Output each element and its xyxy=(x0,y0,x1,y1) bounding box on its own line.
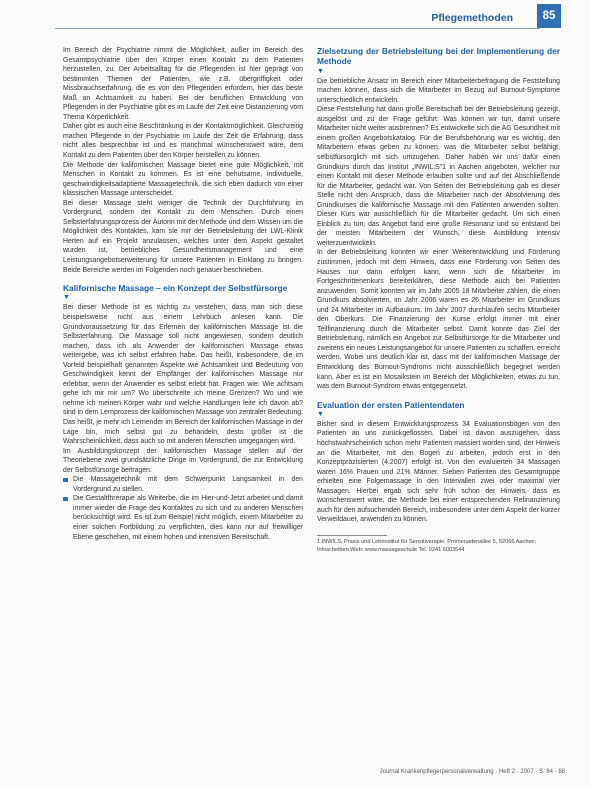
page-number: 85 xyxy=(537,4,561,28)
right-column xyxy=(317,46,560,554)
footnote: 1 INWILS, Praxis und Lehrinstitut für Sensitiverapie, Promenadenallee 5, 52066 Aachen; Infoscheiben Web: www.massageschule Tel. 0241 6003544 xyxy=(317,538,537,553)
section-heading: Kalifornische Massage – ein Konzept der Selbstfürsorge xyxy=(63,283,288,294)
bullet-list xyxy=(63,475,303,542)
list-item xyxy=(63,475,303,494)
spacer xyxy=(317,392,560,400)
body-paragraph: Die Methode der kalifornischen Massage bietet eine gute Möglichkeit, mit Menschen in Kontakt zu kommen. Es ist eine behutsame, individuelle, geschwindigkeitsadaptierte Massagetechnik, die sich eben dadurch von einer klassischen Massage unterscheidet. xyxy=(63,161,303,198)
body-paragraph: Diese Feststellung hat dann große Bereitschaft bei der Betriebsleitung gezeigt, ausgelöst und zu der Frage geführt: Was können wir tun, damit unsere Mitarbeiter nicht weiter ausbrennen? Es entwickelte sich die AG Gesundheit mit einem großen Angebotskatalog. Für die Berufsbehörung war es wichtig, den Mitarbeitern etwas geben zu können, was die Mitarbeiter selbst befähigt, selbstfürsorglich mit sich umzugehen. Daher haben wir uns dafür einen Grundkurs durch das Institut „INWIL.S"1 in Aachen angeboten, welcher nur einen Kontakt mit dieser Methode erlauben sollte und auf der Abschließende für die Mitarbeiter, gedacht war. Von Seiten der Betriebsleitung gab es dieser Stelle nicht den Anspruch, dass die Mitarbeiter nach der Absolvierung des Grundkurses die kalifornische Massage mit den Patienten anwenden sollten. Dieser Kurs war ausschließlich für die Mitarbeiter gedacht. Um sich einen Einblick zu tun, das Angebot fand eine große Resonanz und so entstand bei der meisten Mitarbeitern der Wunsch, diese Ausbildung intensiv weiterzuentwickeln. xyxy=(317,106,560,247)
section-label: Pflegemethoden xyxy=(431,12,513,24)
section-heading: Evaluation der ersten Patientendaten xyxy=(317,399,465,410)
footnote-rule xyxy=(317,535,387,536)
list-item-text: Die Massagetechnik mit dem Schwerpunkt Langsamkeit in den Vordergrund zu stellen. xyxy=(73,476,303,493)
body-paragraph: Bisher sind in diesem Entwicklungsprozess 34 Evaluationsbögen von den Patienten an uns zurückgeflossen. Dabei ist davon auszugehen, dass höchstwahrscheinlich schon mehr Patienten massiert worden sind, der Hinweis an die Mitarbeiter, mit den Bogen zu arbeiten, jedoch erst in den Konzeptpräzisierten (4.2007) erfolgt ist. Von den evaluierten 34 Massagen waren 16% Frauen und 21% Männer. Sieben Patienten des Gesamtgruppe erhielten eine Folgemassage in den Intervallen zwei oder maximal vier Massagen. Hierbei ergab sich sehr früh schon der Hinweis, dass es wünschenswert wäre, die Methode bei einer entsprechenden Refinanzierung auch für den aufsuchenden Bereich, insbesondere unter dem Aspekt der kürzer Verweildauer, anwenden zu können. xyxy=(317,420,560,524)
list-item xyxy=(63,494,303,542)
body-paragraph: Im Bereich der Psychiatrie nimmt die Möglichkeit, außer im Bereich des Gesamtpsychiatrie über den Körper einen Kontakt zu dem Patienten herzustellen, zu. Der Arbeitsalltag für die Pflegenden ist hier geprägt von bestimmten Themen der Patienten, wie z.B. übergriffigkeit oder Missbrauchserfahrung, die es von den Pflegenden erfordern, hier das beste Maß an Achtsamkeit zu haben. Bei der beruflichen Entwicklung von Pflegenden in der Psychiatrie gibt es im Laufe der Zeit eine Distanzierung vom Thema Körperlichkeit. xyxy=(63,47,303,121)
list-item-text: Die Gestaltfhrerapie als Weiterbe, die im Hier-und-Jetzt arbeitet und damit immer wieder die Frage des Kontaktes zu sich und zu anderen Menschen berücksichtigt wird. Es ist zum Beispiel nicht möglich, einem Mitarbeiter zu einer solchen Fortbildung zu verpflichten, dies kann nur auf freiwilliger Ebene geschehen, mit einem hohen und intensiven Bereitschaft. xyxy=(73,495,303,541)
page-footer: Journal Krankenpflegerpersonalverwaltung · Heft 2 · 2007 · S. 84 - 88 xyxy=(379,769,565,775)
arrow-down-icon: ▼ xyxy=(63,294,70,302)
left-column xyxy=(63,46,303,542)
body-paragraph: In der Betriebsleitung konnten wir einer Weiterentwicklung und Förderung zustimmen, jedoch mit dem Hinweis, dass eine Förderung von Seiten des Hauses nur dann erfolgen kann, wenn sich die Mitarbeiter im Fortgeschrittenenkurs bereiterklären, diese Methode auch bei Patienten anzuwenden. Somit konnten wir im Jahr 2005 18 Mitarbeiter zählen, die einen Grundkurs absolvierten, im Jahr 2006 waren es 26 Mitarbeiter im Grundkurs und 24 Mitarbeiter im Aufbaukurs. Im Jahr 2007 durchlaufen sechs Mitarbeiter den Oberkurs. Die Finanzierung der Kurse erfolgt immer mit einer Teilfinanzierung durch die Mitarbeiter selbst. Damit konnte das Ziel der Betriebsleitung, nämlich ein Angebot zur Selbstfürsorge für die Mitarbeiter und zweitens ein neues Leistungsangebot für unsere Patienten zu schaffen, erreicht werden. Wobei uns deutlich klar ist, dass mit der kalifornischen Massage der Entwicklung des Burnout-Syndroms nicht ausschließlich begegnet werden kann. Aber es ist ein Mosaikstein im Bereich der Möglichkeiten, etwas zu tun, was dem Burnout-Syndrom etwas entgegensetzt. xyxy=(317,249,560,391)
section-heading: Zielsetzung der Betriebsleitung bei der Implementierung der Methode xyxy=(317,46,560,67)
arrow-down-icon: ▼ xyxy=(317,410,324,418)
body-paragraph: Im Ausbildungskonzept der kalifornischen Massage stellen auf der Theoriebene zwei grundsätzliche Dinge im Vordergrund, die zur Entwicklung der Selbstfürsorge beitragen: xyxy=(63,447,303,474)
body-paragraph: Daher gibt es auch eine Beschränkung in der Kontaktmöglichkeit. Gleichzeitig machen Pflegende in der Psychiatrie im Laufe der Zeit die Erfahrung, dass nicht alles besprechbar ist und es manchmal wünschenswert wäre, dem Kontakt zu dem Patienten über den Körper herstellen zu können. xyxy=(63,123,303,160)
body-paragraph: Bei dieser Massage steht weniger die Technik der Durchführung im Vordergrund, sondern der Kontakt zu dem Menschen. Durch einen Selbsterfahrungsprozess der Autorin mit der Methode und dem Wissen um die Möglichkeit des Kontaktes, kam sie mit der Betriebsleitung der LWL-Klinik Herten auf ein Projekt anzulassen, welches unter dem Aspekt gestaltet wurden ist, betriebliches Gesundheitsmanagement und eine Leistungsangebotserweiterung für unsere Patienten in Einklang zu bringen. Beide Bereiche werden im Folgenden noch genauer beschrieben. xyxy=(63,199,303,274)
page-header xyxy=(0,0,565,27)
header-rule xyxy=(55,28,540,29)
square-bullet-icon xyxy=(63,478,68,483)
body-paragraph: Die betriebliche Ansatz im Bereich einer Mitarbeiterbefragung die Feststellung machen können, dass sich die Mitarbeiter im Bezug auf Burnout-Symptome unterschiedlich entwickeln. xyxy=(317,77,560,104)
arrow-down-icon: ▼ xyxy=(317,67,324,75)
body-paragraph: Bei dieser Methode ist es wichtig zu verstehen, dass man sich diese beispielsweise nicht aus einem Lehrbuch anlesen kann. Die Grundvoraussetzung für das Erlernen der kalifornischen Massage ist die Selbsterfahrung. Die Massage soll nicht angewiesen, sondern deutlich machen, dass ich als Anwender der kalifornischen Massage etwas weitergebe, was ich selbst erfahren habe. Das heißt, insbesondere, die im Vorfeld beispielhaft genannten Aspekte wie Achtsamkeit und Bedeutung von Geschwindigkeit kennt der Empfänger der kalifornischen Massage nur erlebbar, wenn der Anwender es selbst erlebt hat. Fragen wie: Wie achtsam gehe ich mir mir um? Wo überschreite ich meine Grenzen? Wo und wie nehme ich meinen Körper wahr und welche Handlungen leite ich davon ab? sind in dem Lernprozess der kalifornischen Massage von zentraler Bedeutung. Das heißt, je mehr ich Lernender im Bereich der kalifornischen Massage in der Lage bin, mich selbst gut zu behandeln, desto größer ist die Wahrscheinlichkeit, dass auch so mit anderen Menschen umgegangen wird. xyxy=(63,304,303,446)
square-bullet-icon xyxy=(63,497,68,502)
spacer xyxy=(63,275,303,283)
